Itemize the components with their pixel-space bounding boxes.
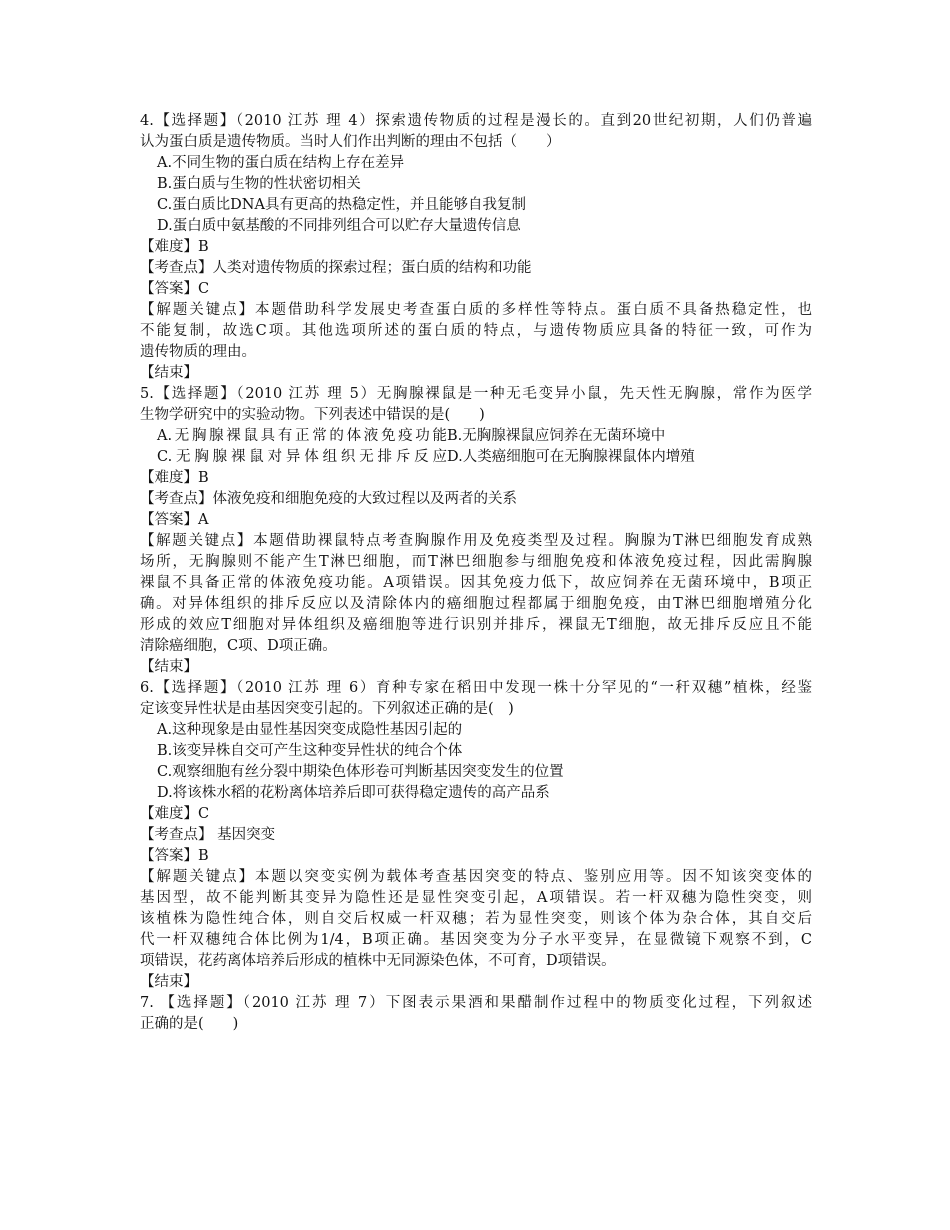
difficulty: 【难度】C — [140, 806, 210, 822]
difficulty: 【难度】B — [140, 470, 209, 486]
question-stem: 4.【选择题】（2010 江苏 理 4）探索遗传物质的过程是漫长的。直到20世纪初期，人们仍普遍 — [140, 113, 812, 129]
document-page — [140, 111, 812, 1035]
question-stem: 6.【选择题】（2010 江苏 理 6）育种专家在稻田中发现一株十分罕见的“一秆双穗”植株，经鉴 — [140, 680, 812, 696]
option-a: A.无胸腺裸鼠具有正常的体液免疫功能 — [157, 428, 447, 444]
option-a: A.这种现象是由显性基因突变成隐性基因引起的 — [157, 722, 463, 738]
answer: 【答案】A — [140, 512, 209, 528]
key-point: 裸鼠不具备正常的体液免疫功能。A项错误。因其免疫力低下，故应饲养在无菌环境中，B项正 — [140, 575, 812, 591]
key-point: 形成的效应T细胞对异体组织及癌细胞等进行识别并排斥，裸鼠无T细胞，故无排斥反应且不能 — [140, 617, 812, 633]
key-point: 基因型，故不能判断其变异为隐性还是显性突变引起，A项错误。若一杆双穗为隐性突变，则 — [140, 890, 812, 906]
key-point: 该植株为隐性纯合体，则自交后权威一杆双穗；若为显性突变，则该个体为杂合体，其自交后 — [140, 911, 812, 927]
question-stem: 正确的是( ) — [140, 1016, 239, 1032]
end-marker: 【结束】 — [140, 365, 198, 381]
question-6 — [140, 678, 812, 993]
option-a: A.不同生物的蛋白质在结构上存在差异 — [157, 155, 405, 171]
key-point: 项错误，花药离体培养后形成的植株中无同源染色体，不可育，D项错误。 — [140, 953, 616, 969]
end-marker: 【结束】 — [140, 974, 198, 990]
exam-point: 【考查点】体液免疫和细胞免疫的大致过程以及两者的关系 — [140, 491, 517, 507]
option-row — [140, 447, 812, 468]
answer: 【答案】B — [140, 848, 209, 864]
exam-point: 【考查点】人类对遗传物质的探索过程；蛋白质的结构和功能 — [140, 260, 532, 276]
question-4 — [140, 111, 812, 384]
key-point: 【解题关键点】本题以突变实例为载体考查基因突变的特点、鉴别应用等。因不知该突变体的 — [140, 869, 812, 885]
question-7 — [140, 993, 812, 1035]
question-stem: 5.【选择题】（2010 江苏 理 5）无胸腺裸鼠是一种无毛变异小鼠，先天性无胸腺，常作为医学 — [140, 386, 812, 402]
exam-point: 【考查点】 基因突变 — [140, 827, 276, 843]
key-point: 遗传物质的理由。 — [140, 344, 256, 360]
option-c: C.无胸腺裸鼠对异体组织无排斥反应 — [157, 449, 447, 465]
question-stem: 生物学研究中的实验动物。下列表述中错误的是( ) — [140, 407, 485, 423]
key-point: 清除癌细胞，C项、D项正确。 — [140, 638, 337, 654]
key-point: 确。对异体组织的排斥反应以及清除体内的癌细胞过程都属于细胞免疫，由T淋巴细胞增殖分化 — [140, 596, 812, 612]
question-stem: 认为蛋白质是遗传物质。当时人们作出判断的理由不包括（ ） — [140, 134, 561, 150]
option-d: D.蛋白质中氨基酸的不同排列组合可以贮存大量遗传信息 — [157, 218, 521, 234]
key-point: 【解题关键点】本题借助裸鼠特点考查胸腺作用及免疫类型及过程。胸腺为T淋巴细胞发育成熟 — [140, 533, 812, 549]
option-d: D.将该株水稻的花粉离体培养后即可获得稳定遗传的高产品系 — [157, 785, 550, 801]
option-d: D.人类癌细胞可在无胸腺裸鼠体内增殖 — [447, 449, 695, 465]
question-stem: 定该变异性状是由基因突变引起的。下列叙述正确的是( ) — [140, 701, 514, 717]
key-point: 不能复制，故选C项。其他选项所述的蛋白质的特点，与遗传物质应具备的特征一致，可作为 — [140, 323, 812, 339]
option-c: C.观察细胞有丝分裂中期染色体形卷可判断基因突变发生的位置 — [157, 764, 564, 780]
key-point: 【解题关键点】本题借助科学发展史考查蛋白质的多样性等特点。蛋白质不具备热稳定性，也 — [140, 302, 812, 318]
option-b: B.该变异株自交可产生这种变异性状的纯合个体 — [157, 743, 463, 759]
key-point: 代一杆双穗纯合体比例为1/4，B项正确。基因突变为分子水平变异，在显微镜下观察不到，C — [140, 932, 812, 948]
answer: 【答案】C — [140, 281, 210, 297]
option-b: B.无胸腺裸鼠应饲养在无菌环境中 — [447, 428, 666, 444]
option-b: B.蛋白质与生物的性状密切相关 — [157, 176, 361, 192]
key-point: 场所，无胸腺则不能产生T淋巴细胞，而T淋巴细胞参与细胞免疫和体液免疫过程，因此需胸腺 — [140, 554, 812, 570]
end-marker: 【结束】 — [140, 659, 198, 675]
difficulty: 【难度】B — [140, 239, 209, 255]
question-stem: 7. 【选择题】（2010 江苏 理 7）下图表示果酒和果醋制作过程中的物质变化过程，下列叙述 — [140, 995, 812, 1011]
option-c: C.蛋白质比DNA具有更高的热稳定性，并且能够自我复制 — [157, 197, 526, 213]
question-5 — [140, 384, 812, 678]
option-row — [140, 426, 812, 447]
